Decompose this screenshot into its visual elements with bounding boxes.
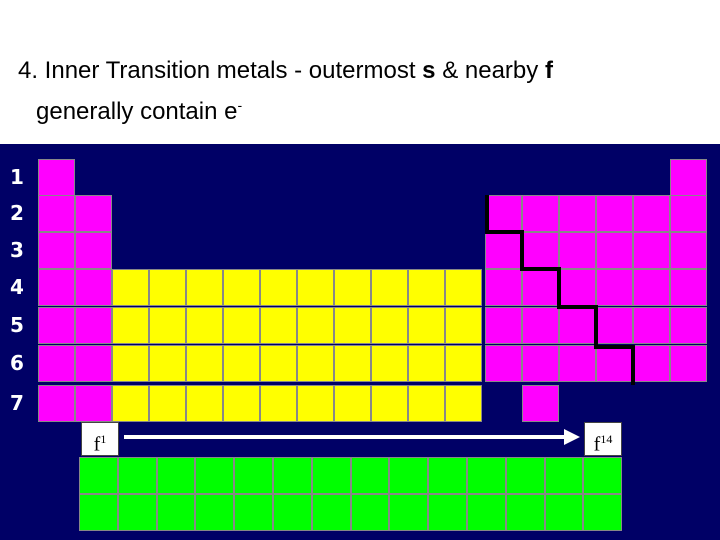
f-block-cell bbox=[467, 494, 506, 531]
f-block-cell bbox=[506, 457, 545, 494]
f-block-cell bbox=[157, 494, 196, 531]
period-label-5: 5 bbox=[10, 313, 24, 337]
period-label-7: 7 bbox=[10, 391, 24, 415]
f-block-cell bbox=[273, 457, 312, 494]
f-block-cell bbox=[195, 494, 234, 531]
f-block-cell bbox=[583, 457, 622, 494]
title-line2: generally contain e bbox=[36, 98, 238, 125]
f-block-cell bbox=[506, 494, 545, 531]
title-line1-prefix: 4. Inner Transition metals - outermost bbox=[18, 57, 423, 84]
f1-sup: 1 bbox=[100, 432, 107, 446]
f-block-cell bbox=[467, 457, 506, 494]
f-block-cell bbox=[157, 457, 196, 494]
title-superscript: - bbox=[237, 97, 243, 113]
f-block-cell bbox=[389, 457, 428, 494]
f-block-cell bbox=[583, 494, 622, 531]
f14-sup: 14 bbox=[600, 432, 613, 446]
f-block-cell bbox=[545, 494, 584, 531]
f-block-cell bbox=[234, 457, 273, 494]
f-block-cell bbox=[428, 494, 467, 531]
period-label-1: 1 bbox=[10, 165, 24, 189]
f14-base: f bbox=[593, 433, 601, 456]
f-block-cell bbox=[312, 494, 351, 531]
period-label-3: 3 bbox=[10, 238, 24, 262]
title-s: s bbox=[422, 57, 436, 84]
f-block-cell bbox=[195, 457, 234, 494]
f-block-cell bbox=[351, 494, 390, 531]
f-block-cell bbox=[428, 457, 467, 494]
f-block-cell bbox=[118, 457, 157, 494]
f-block-cell bbox=[312, 457, 351, 494]
period-label-6: 6 bbox=[10, 351, 24, 375]
periodic-table-panel bbox=[0, 144, 720, 540]
title-f: f bbox=[544, 57, 553, 84]
period-label-4: 4 bbox=[10, 275, 24, 299]
f-block-cell bbox=[389, 494, 428, 531]
slide-title bbox=[18, 54, 708, 129]
f-block-cell bbox=[79, 494, 118, 531]
f-block-cell bbox=[545, 457, 584, 494]
f1-base: f bbox=[93, 433, 101, 456]
f-block-cell bbox=[273, 494, 312, 531]
f-block-cell bbox=[79, 457, 118, 494]
title-line2-wrap bbox=[18, 88, 708, 129]
f-block-cell bbox=[351, 457, 390, 494]
f-block-cell bbox=[118, 494, 157, 531]
period-label-2: 2 bbox=[10, 201, 24, 225]
arrow-head bbox=[564, 429, 580, 445]
f-block-cell bbox=[234, 494, 273, 531]
title-mid: & nearby bbox=[435, 57, 545, 84]
